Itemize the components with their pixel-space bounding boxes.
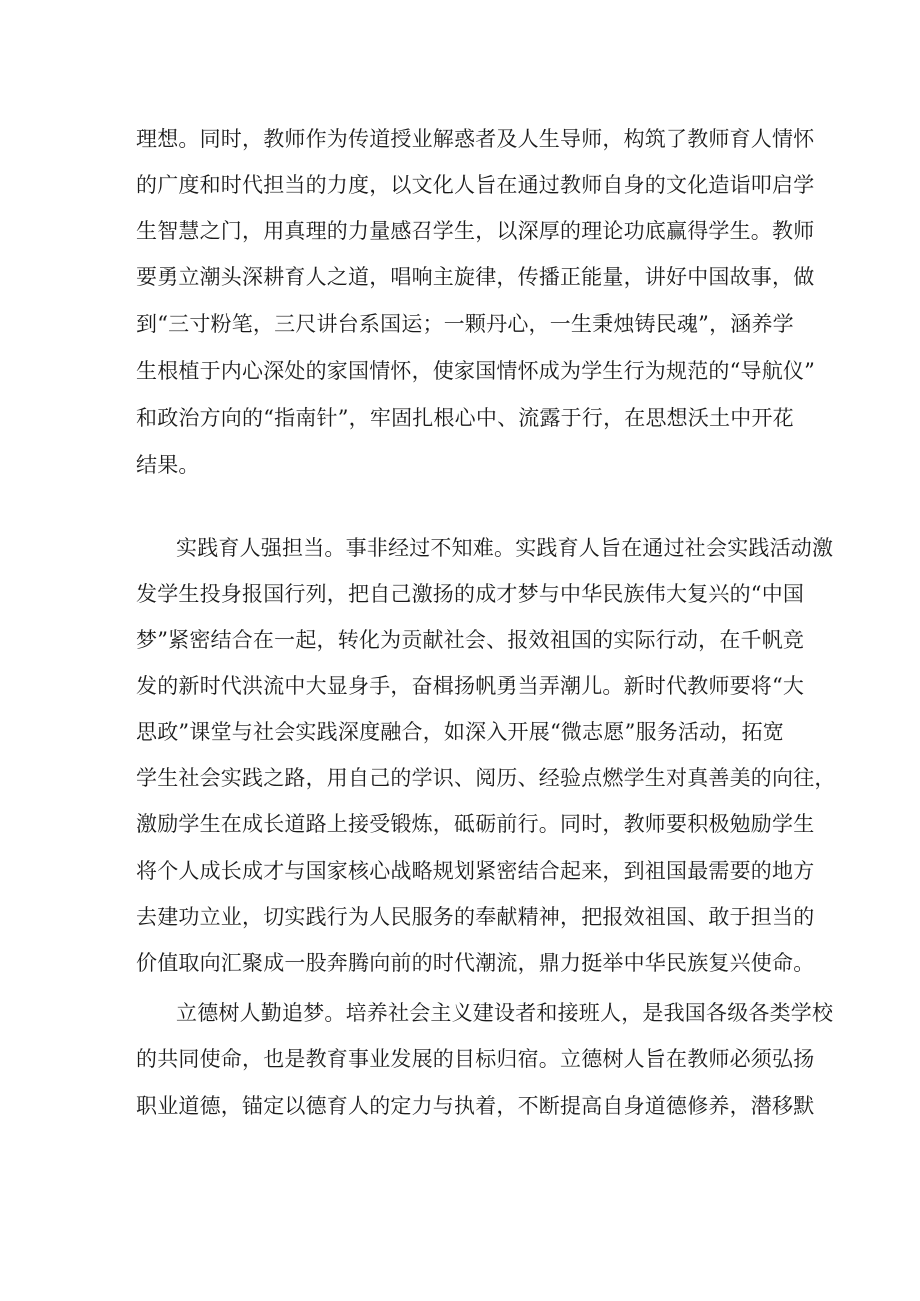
text-line: 结果。 bbox=[136, 453, 200, 477]
text-line: 的广度和时代担当的力度，以文化人旨在通过教师自身的文化造诣叩启学 bbox=[136, 173, 815, 197]
text-line: 价值取向汇聚成一股奔腾向前的时代潮流，鼎力挺举中华民族复兴使命。 bbox=[136, 951, 815, 975]
text-line: 职业道德，锚定以德育人的定力与执着，不断提高自身道德修养，潜移默 bbox=[136, 1094, 815, 1118]
text-line: 去建功立业，切实践行为人民服务的奉献精神，把报效祖国、敢于担当的 bbox=[136, 905, 815, 929]
text-line: 梦”紧密结合在一起，转化为贡献社会、报效祖国的实际行动，在千帆竞 bbox=[136, 628, 805, 652]
text-line: 将个人成长成才与国家核心战略规划紧密结合起来，到祖国最需要的地方 bbox=[136, 859, 815, 883]
text-line: 生根植于内心深处的家国情怀，使家国情怀成为学生行为规范的“导航仪” bbox=[136, 359, 816, 383]
text-line: 立德树人勤追梦。培养社会主义建设者和接班人，是我国各级各类学校 bbox=[176, 1001, 834, 1025]
text-line: 发的新时代洪流中大显身手，奋楫扬帆勇当弄潮儿。新时代教师要将“大 bbox=[136, 674, 805, 698]
text-line: 到“三寸粉笔，三尺讲台系国运；一颗丹心，一生秉烛铸民魂”，涵养学 bbox=[136, 312, 794, 336]
text-line: 实践育人强担当。事非经过不知难。实践育人旨在通过社会实践活动激 bbox=[176, 536, 834, 560]
text-line: 的共同使命，也是教育事业发展的目标归宿。立德树人旨在教师必须弘扬 bbox=[136, 1047, 815, 1071]
text-line: 要勇立潮头深耕育人之道，唱响主旋律，传播正能量，讲好中国故事，做 bbox=[136, 265, 815, 289]
text-line: 和政治方向的“指南针”，牢固扎根心中、流露于行，在思想沃土中开花 bbox=[136, 406, 794, 430]
text-line: 理想。同时，教师作为传道授业解惑者及人生导师，构筑了教师育人情怀 bbox=[136, 127, 815, 151]
text-line: 激励学生在成长道路上接受锻炼，砥砺前行。同时，教师要积极勉励学生 bbox=[136, 812, 815, 836]
text-line: 思政”课堂与社会实践深度融合，如深入开展“微志愿”服务活动，拓宽 bbox=[136, 720, 784, 744]
text-line: 学生社会实践之路，用自己的学识、阅历、经验点燃学生对真善美的向往， bbox=[136, 766, 836, 790]
text-line: 生智慧之门，用真理的力量感召学生，以深厚的理论功底赢得学生。教师 bbox=[136, 219, 815, 243]
text-line: 发学生投身报国行列，把自己激扬的成才梦与中华民族伟大复兴的“中国 bbox=[136, 582, 805, 606]
